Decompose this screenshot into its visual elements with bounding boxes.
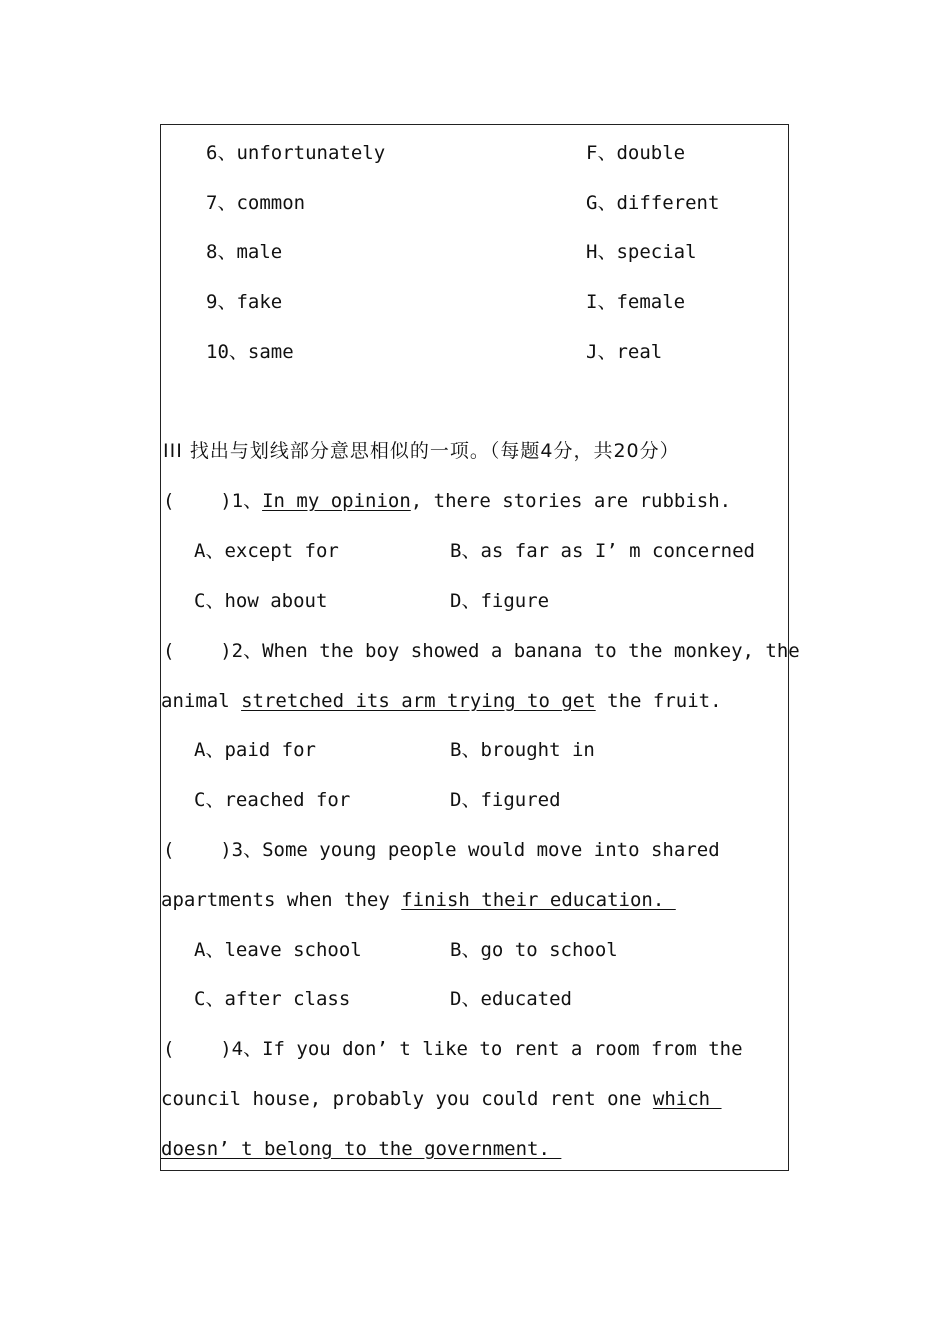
question-2-option-b: B、brought in	[450, 739, 595, 761]
question-3-option-c: C、after class	[194, 988, 351, 1010]
match-left-6: 6、unfortunately	[206, 142, 386, 164]
question-1-option-b: B、as far as I’ m concerned	[450, 540, 755, 562]
question-4-line-1: ( )4、If you don’ t like to rent a room from the	[163, 1038, 743, 1060]
match-left-9: 9、fake	[206, 291, 283, 313]
question-4-underlined-a: which	[652, 1088, 722, 1110]
question-3-option-d: D、educated	[450, 988, 572, 1010]
question-3-underlined: finish their education.	[401, 889, 676, 911]
match-right-i: I、female	[586, 291, 686, 313]
question-1-option-c: C、how about	[194, 590, 328, 612]
match-left-10: 10、same	[206, 341, 294, 363]
question-4-prefix: council house, probably you could rent one	[161, 1088, 653, 1110]
question-1-prefix: ( )1、	[163, 490, 263, 512]
section-title: III 找出与划线部分意思相似的一项。（每题4分，共20分）	[163, 440, 680, 462]
question-2-option-a: A、paid for	[194, 739, 316, 761]
question-1-underlined: In my opinion	[262, 490, 411, 512]
question-4-underlined-b: doesn’ t belong to the government.	[161, 1138, 562, 1160]
question-3-line-1: ( )3、Some young people would move into shared	[163, 839, 720, 861]
question-4-line-3	[161, 1137, 561, 1161]
match-right-f: F、double	[586, 142, 686, 164]
match-right-h: H、special	[586, 241, 697, 263]
question-3-prefix: apartments when they	[161, 889, 402, 911]
question-2-underlined: stretched its arm trying to get	[241, 690, 596, 712]
question-4-line-2	[161, 1087, 722, 1111]
question-3-option-b: B、go to school	[450, 939, 618, 961]
match-left-7: 7、common	[206, 192, 306, 214]
question-1	[163, 489, 731, 513]
question-1-suffix: , there stories are rubbish.	[410, 490, 732, 512]
question-2-option-d: D、figured	[450, 789, 561, 811]
question-3-option-a: A、leave school	[194, 939, 362, 961]
question-3-line-2	[161, 888, 676, 912]
question-2-line-1: ( )2、When the boy showed a banana to the monkey, the	[163, 640, 800, 662]
match-left-8: 8、male	[206, 241, 283, 263]
match-right-g: G、different	[586, 192, 720, 214]
question-2-line-2	[161, 689, 722, 713]
question-2-option-c: C、reached for	[194, 789, 351, 811]
match-right-j: J、real	[586, 341, 663, 363]
question-1-option-a: A、except for	[194, 540, 339, 562]
question-2-suffix: the fruit.	[595, 690, 722, 712]
question-1-option-d: D、figure	[450, 590, 550, 612]
question-2-prefix: animal	[161, 690, 242, 712]
